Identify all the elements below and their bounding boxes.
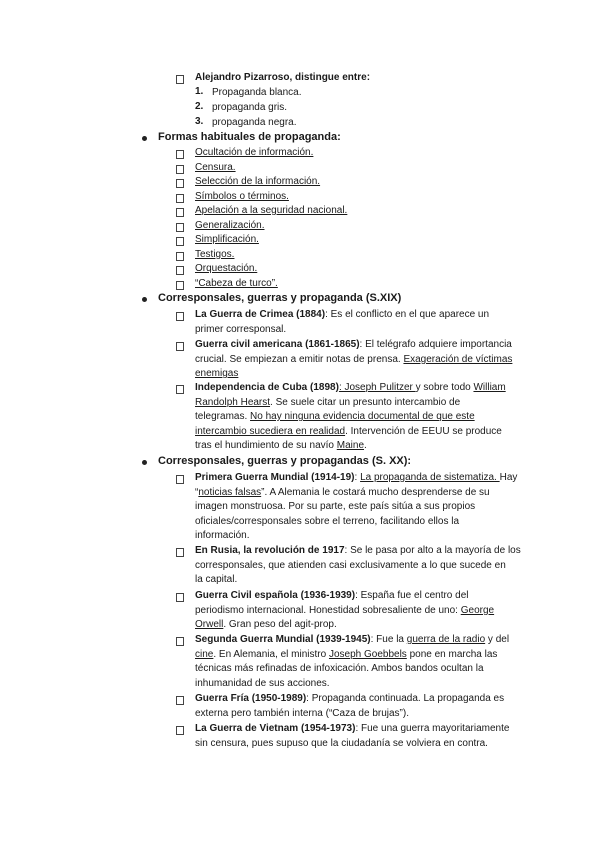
checkbox-icon — [176, 342, 184, 351]
checkbox-icon — [176, 266, 184, 275]
paragraph-line: La Guerra de Crimea (1884): Es el conflicto en el que aparece un — [195, 309, 490, 320]
list-item: Testigos. — [195, 249, 235, 260]
list-item: Ocultación de información. — [195, 147, 314, 158]
checkbox-icon — [176, 194, 184, 203]
list-item: “Cabeza de turco”. — [195, 278, 278, 289]
paragraph-line: crucial. Se empiezan a emitir notas de prensa. Exageración de víctimas — [195, 354, 513, 365]
list-item: Generalización. — [195, 220, 265, 231]
checkbox-icon — [176, 208, 184, 217]
list-number: 2. — [195, 101, 204, 112]
paragraph-line: Guerra Fría (1950-1989): Propaganda continuada. La propaganda es — [195, 693, 505, 704]
list-item: Apelación a la seguridad nacional. — [195, 205, 348, 216]
paragraph-line: tras el hundimiento de su navío Maine. — [195, 440, 367, 451]
paragraph-line: “noticias falsas”. A Alemania le costará mucho desprenderse de su — [195, 487, 490, 498]
paragraph-line: Orwell. Gran peso del agit-prop. — [195, 619, 337, 630]
pizarroso-heading: Alejandro Pizarroso, distingue entre: — [195, 72, 371, 83]
checkbox-icon — [176, 165, 184, 174]
checkbox-icon — [176, 223, 184, 232]
section-heading: Corresponsales, guerras y propaganda (S.XIX) — [158, 292, 402, 304]
section-heading: Corresponsales, guerras y propagandas (S. XX): — [158, 455, 412, 467]
paragraph-line: cine. En Alemania, el ministro Joseph Goebbels pone en marcha las — [195, 649, 498, 660]
list-item: Simplificación. — [195, 234, 259, 245]
paragraph-line: externa pero también interna (“Caza de brujas”). — [195, 708, 409, 719]
paragraph-line: técnicas más refinadas de infoxicación. Ambos bandos ocultan la — [195, 663, 484, 674]
paragraph-line: periodismo internacional. Honestidad sobresaliente de uno: George — [195, 605, 495, 616]
bullet-icon — [142, 136, 147, 141]
paragraph-line: enemigas — [195, 368, 239, 379]
paragraph-line: Guerra civil americana (1861-1865): El telégrafo adquiere importancia — [195, 339, 512, 350]
checkbox-icon — [176, 237, 184, 246]
list-item: Censura. — [195, 162, 236, 173]
list-item: propaganda negra. — [212, 117, 297, 128]
checkbox-icon — [176, 548, 184, 557]
list-number: 1. — [195, 86, 204, 97]
paragraph-line: sin censura, pues supuso que la ciudadanía se volviera en contra. — [195, 738, 488, 749]
paragraph-line: telegramas. No hay ninguna evidencia documental de que este — [195, 411, 475, 422]
paragraph-line: Guerra Civil española (1936-1939): España fue el centro del — [195, 590, 469, 601]
list-item: propaganda gris. — [212, 102, 288, 113]
section-heading: Formas habituales de propaganda: — [158, 131, 341, 143]
paragraph-line: En Rusia, la revolución de 1917: Se le pasa por alto a la mayoría de los — [195, 545, 521, 556]
paragraph-line: Independencia de Cuba (1898): Joseph Pulitzer y sobre todo William — [195, 382, 506, 393]
list-item: Símbolos o términos. — [195, 191, 289, 202]
paragraph-line: Segunda Guerra Mundial (1939-1945): Fue la guerra de la radio y del — [195, 634, 510, 645]
paragraph-line: Randolph Hearst. Se suele citar un presunto intercambio de — [195, 397, 461, 408]
paragraph-line: Primera Guerra Mundial (1914-19): La propaganda de sistematiza. Hay — [195, 472, 518, 483]
list-item: Orquestación. — [195, 263, 258, 274]
checkbox-icon — [176, 281, 184, 290]
paragraph-line: oficiales/corresponsales sobre el terreno, facilitando ellos la — [195, 516, 460, 527]
paragraph-line: imagen monstruosa. Por su parte, este país sitúa a sus propios — [195, 501, 476, 512]
paragraph-line: la capital. — [195, 574, 238, 585]
paragraph-line: información. — [195, 530, 250, 541]
list-number: 3. — [195, 116, 204, 127]
list-item: Selección de la información. — [195, 176, 321, 187]
bullet-icon — [142, 460, 147, 465]
checkbox-icon — [176, 252, 184, 261]
checkbox-icon — [176, 593, 184, 602]
bullet-icon — [142, 297, 147, 302]
checkbox-icon — [176, 179, 184, 188]
paragraph-line: primer corresponsal. — [195, 324, 287, 335]
checkbox-icon — [176, 385, 184, 394]
paragraph-line: inhumanidad de sus acciones. — [195, 678, 330, 689]
paragraph-line: La Guerra de Vietnam (1954-1973): Fue una guerra mayoritariamente — [195, 723, 510, 734]
checkbox-icon — [176, 475, 184, 484]
list-item: Propaganda blanca. — [212, 87, 302, 98]
checkbox-icon — [176, 637, 184, 646]
paragraph-line: corresponsales, que atienden casi exclusivamente a lo que sucede en — [195, 560, 506, 571]
checkbox-icon — [176, 75, 184, 84]
paragraph-line: intercambio sucediera en realidad. Intervención de EEUU se produce — [195, 426, 502, 437]
checkbox-icon — [176, 150, 184, 159]
checkbox-icon — [176, 726, 184, 735]
checkbox-icon — [176, 696, 184, 705]
checkbox-icon — [176, 312, 184, 321]
